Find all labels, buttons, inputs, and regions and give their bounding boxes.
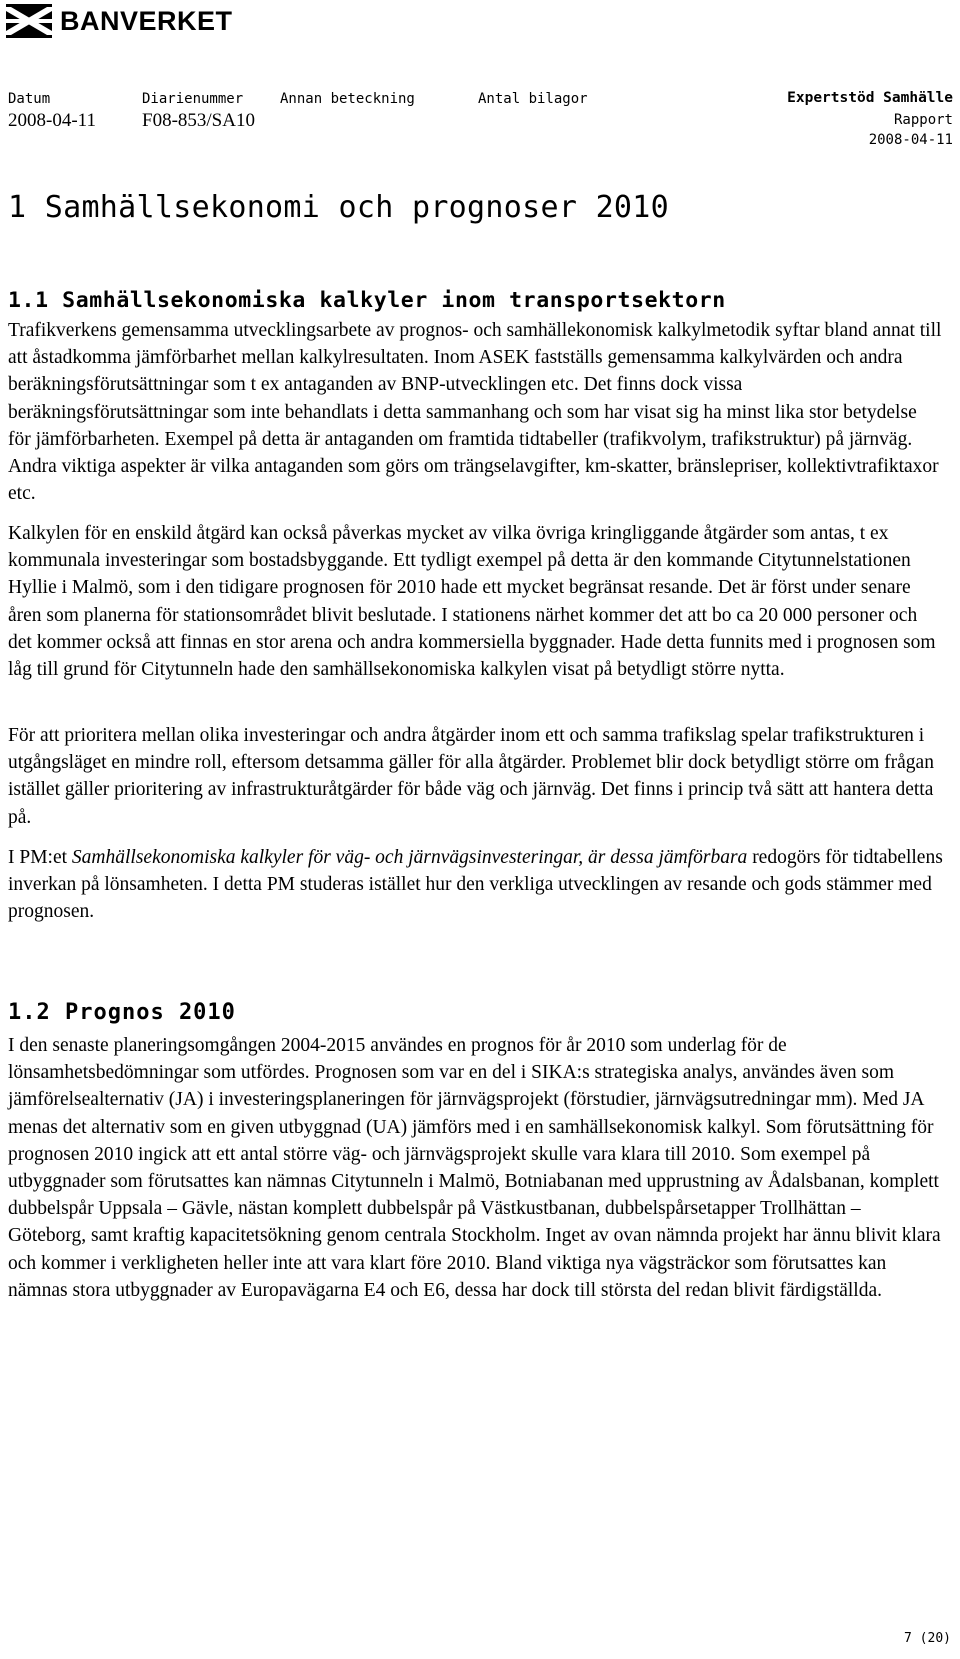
section-1-2-heading: 1.2 Prognos 2010 xyxy=(8,1000,236,1025)
section-1-1-paragraph-3: För att prioritera mellan olika investeringar och andra åtgärder inom ett och samma trafikslag spelar trafikstrukturen i utgångsläget en mindre roll, eftersom detsamma gäller för alla åtgärder. Problemet blir dock betydligt större om frågan istället gäller prioritering av infrastrukturåtgärder för både väg och järnväg. Det finns i princip två sätt att hantera detta på. xyxy=(8,725,934,828)
antal-bilagor-label: Antal bilagor xyxy=(478,91,588,107)
datum-label: Datum xyxy=(8,91,51,107)
organisation-unit: Expertstöd Samhälle xyxy=(787,90,953,106)
section-1-1-heading: 1.1 Samhällsekonomiska kalkyler inom transportsektorn xyxy=(8,288,726,313)
diarienummer-label: Diarienummer xyxy=(142,91,244,107)
referenced-pm-title: Samhällsekonomiska kalkyler för väg- och järnvägsinvesteringar, är dessa jämförbara xyxy=(71,847,748,868)
paragraph-4-lead: I PM:et xyxy=(8,847,72,868)
section-1-2-paragraph-1: I den senaste planeringsomgången 2004-2015 användes en prognos för år 2010 som underlag för de lönsamhetsbedömningar som utfördes. Prognosen som var en del i SIKA:s strategiska analys, användes även som jämförelsealternativ (JA) i investeringsplaneringen för järnvägsprojekt (förstudier, järnvägsutredningar mm). Med JA menas det alternativ som en given utbyggnad (UA) jämförs med i en samhällsekonomisk kalkyl. Som förutsättning för prognosen 2010 ingick att ett antal större väg- och järnvägsprojekt skulle vara klara till 2010. Som exempel på utbyggnader som förutsattes kan nämnas Citytunneln i Malmö, Botniabanan med upprustning av Ådalsbanan, komplett dubbelspår Uppsala – Gävle, nästan komplett dubbelspår på Västkustbanan, dubbelspårsetapper Trollhättan – Göteborg, samt kraftig kapacitetsökning genom centrala Stockholm. Inget av ovan nämnda projekt har ännu blivit klara och kommer i verkligheten heller inte att vara klart före 2010. Bland viktiga nya vägsträckor som förutsattes kan nämnas stora utbyggnader av Europavägarna E4 och E6, dessa har dock till största del redan blivit färdigställda. xyxy=(8,1035,941,1301)
logo-text: BANVERKET xyxy=(60,6,233,36)
datum-value: 2008-04-11 xyxy=(8,110,96,131)
section-1-heading: 1 Samhällsekonomi och prognoser 2010 xyxy=(8,190,670,225)
page-number: 7 (20) xyxy=(904,1631,951,1646)
document-date: 2008-04-11 xyxy=(868,132,953,148)
section-1-1-paragraph-1: Trafikverkens gemensamma utvecklingsarbete av prognos- och samhällekonomisk kalkylmetodik syftar bland annat till att åstadkomma jämförbarhet mellan kalkylresultaten. Inom ASEK fastställs gemensamma kalkylvärden och andra beräkningsförutsättningar som t ex antaganden av BNP-utvecklingen etc. Det finns dock vissa beräkningsförutsättningar som inte behandlats i detta sammanhang och som har visat sig ha minst lika stor betydelse för jämförbarheten. Exempel på detta är antaganden om framtida tidtabeller (trafikvolym, trafikstruktur) på järnväg. Andra viktiga aspekter är vilka antaganden som görs om trängselavgifter, km-skatter, bränslepriser, kollektivtrafiktaxor etc. xyxy=(8,320,942,505)
paragraph-4-rest: redogörs för tidtabellens inverkan på lönsamheten. I detta PM studeras istället hur den verkliga utvecklingen av resande och gods stämmer med prognosen. xyxy=(8,847,943,923)
diarienummer-value: F08-853/SA10 xyxy=(142,110,255,131)
document-type: Rapport xyxy=(893,112,953,128)
banverket-emblem-icon xyxy=(6,4,52,38)
banverket-logo xyxy=(6,4,233,38)
section-1-1-paragraph-2: Kalkylen för en enskild åtgärd kan också påverkas mycket av vilka övriga kringliggande åtgärder som antas, t ex kommunala investeringar som bostadsbyggande. Ett tydligt exempel på detta är den kommande Citytunnelstationen Hyllie i Malmö, som i den tidigare prognosen för 2010 hade ett mycket begränsat resande. Det är först under senare åren som planerna för stationsområdet blivit beslutade. I stationens närhet kommer det att bo ca 20 000 personer och det kommer också att finnas en stor arena och andra kommersiella byggnader. Hade detta funnits med i prognosen som låg till grund för Citytunneln hade den samhällsekonomiska kalkylen visat på betydligt större nytta. xyxy=(8,523,936,681)
annan-beteckning-label: Annan beteckning xyxy=(280,91,415,107)
section-1-1-paragraph-4 xyxy=(8,844,943,926)
